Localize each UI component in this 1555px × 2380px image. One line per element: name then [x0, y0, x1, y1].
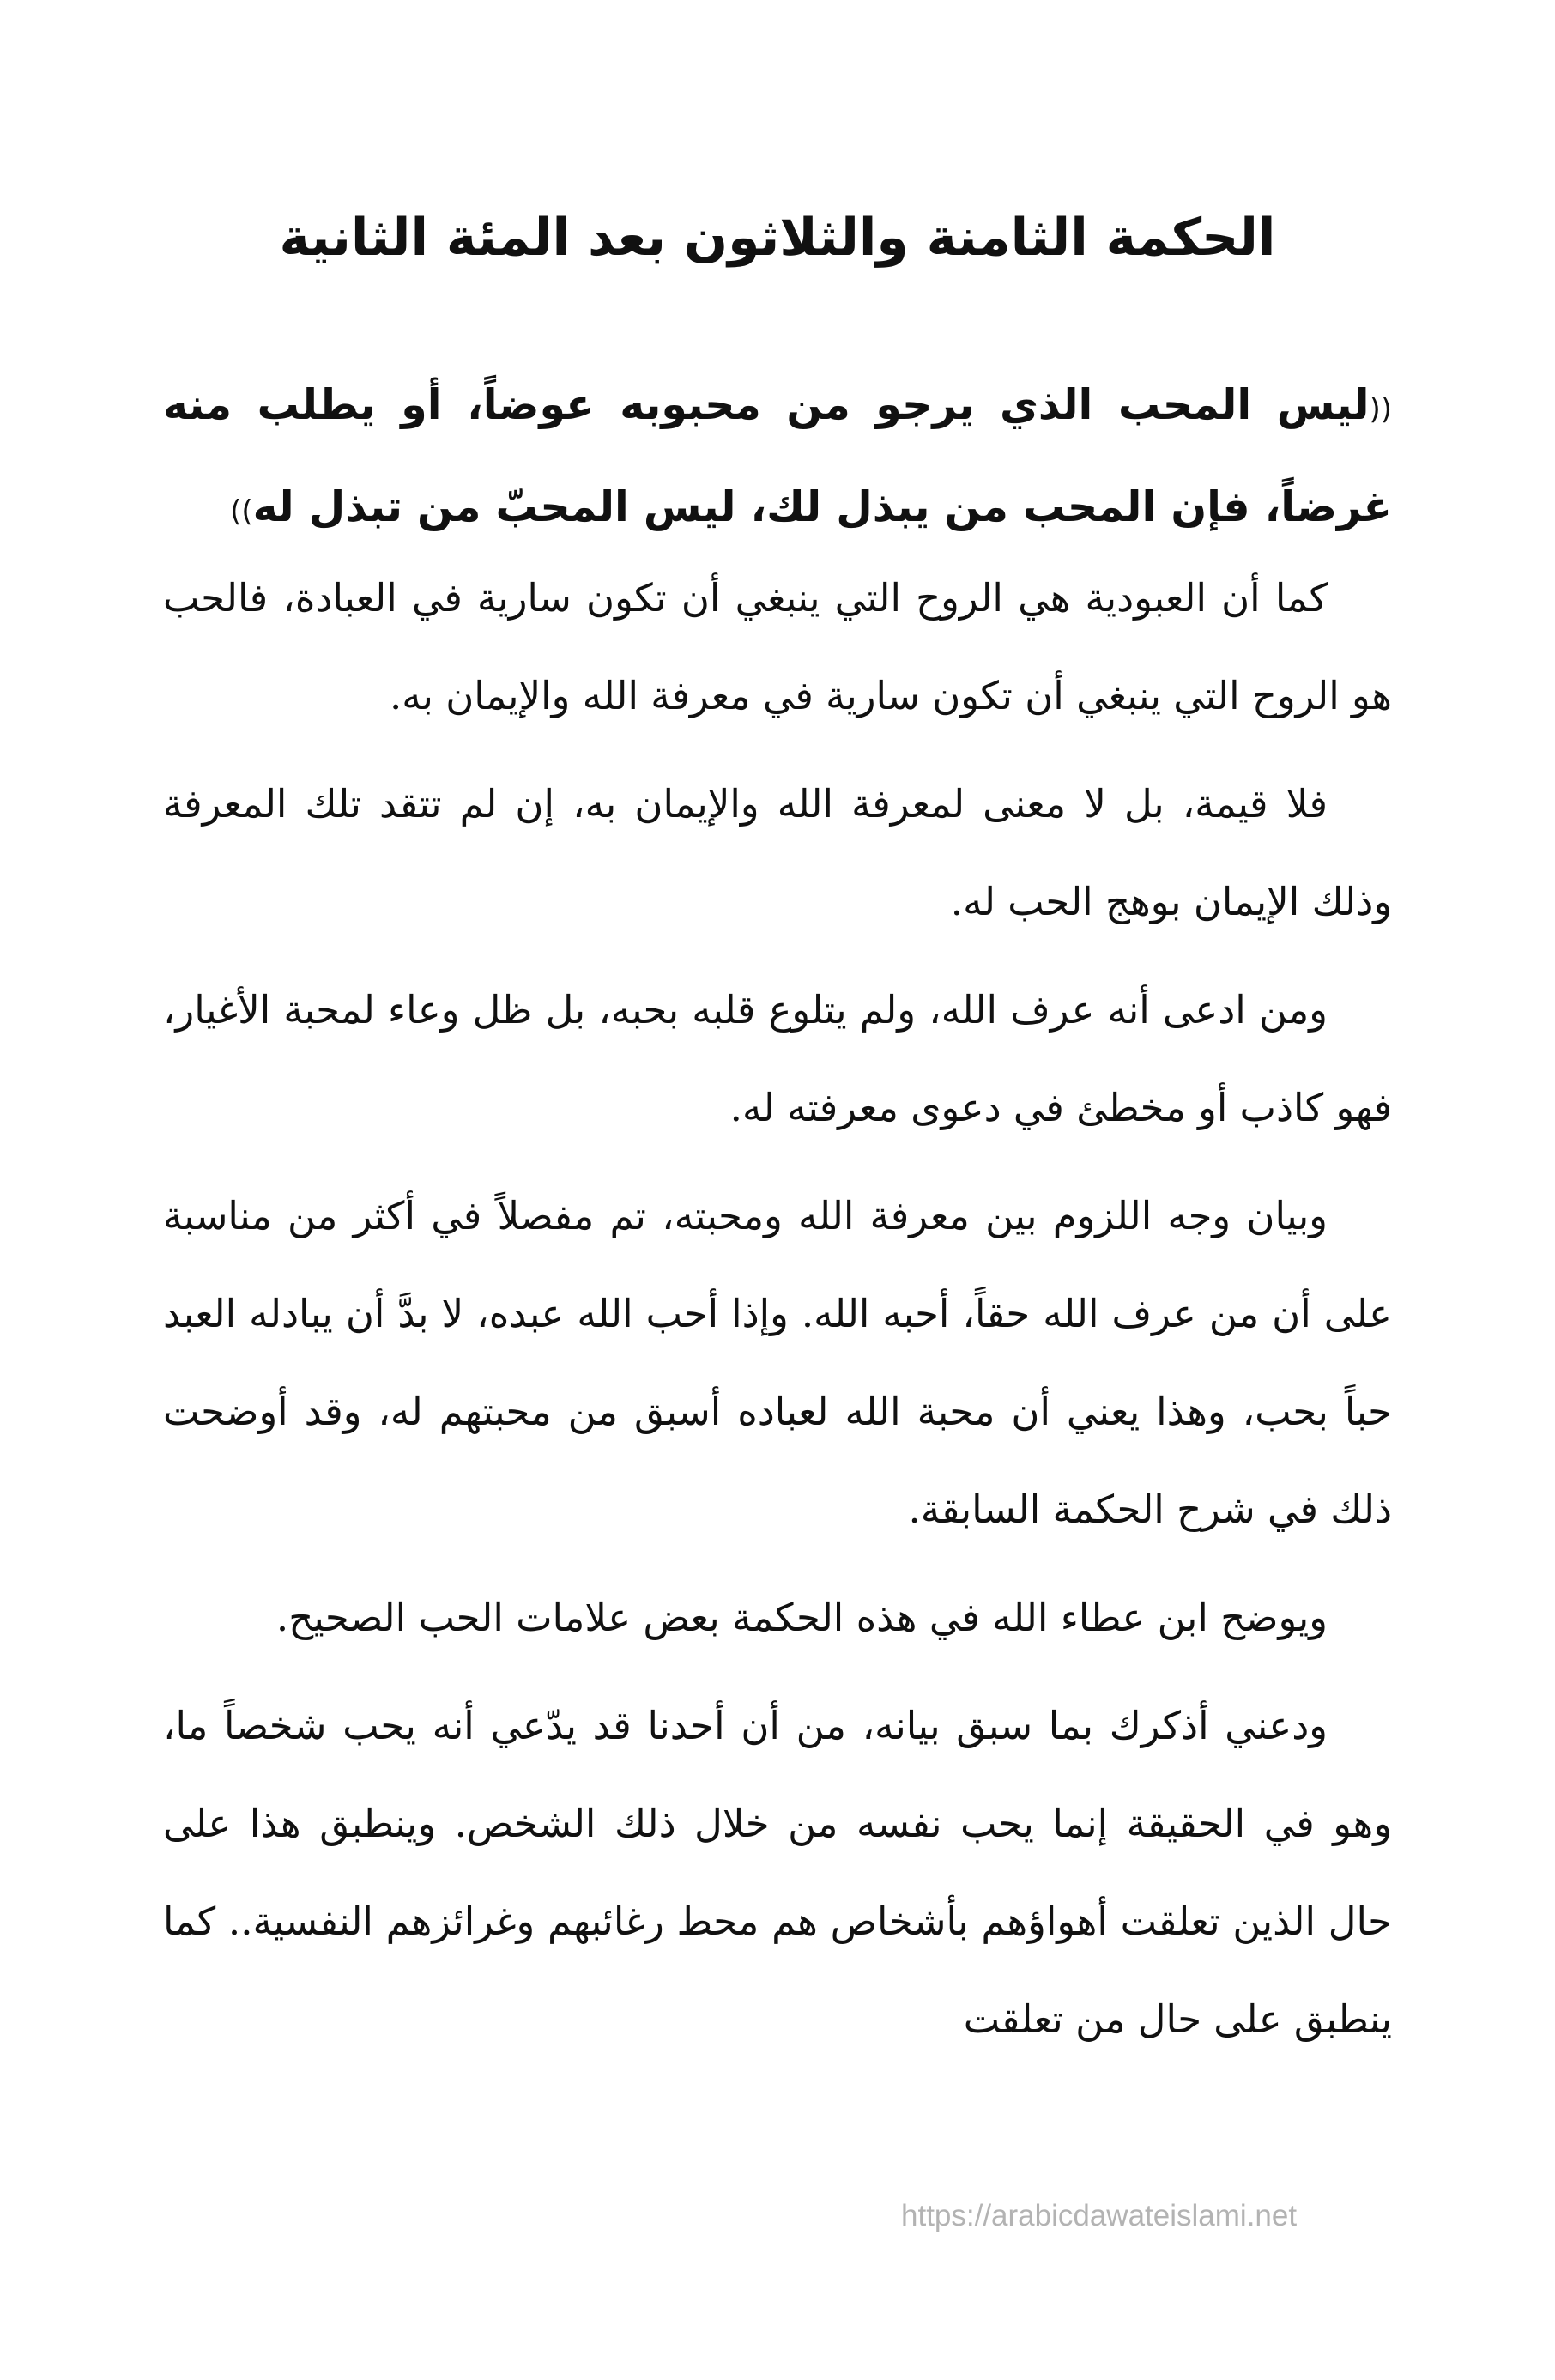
watermark-url: https://arabicdawateislami.net — [901, 2199, 1298, 2232]
quote-text: ليس المحب الذي يرجو من محبوبه عوضاً، أو يطلب منه غرضاً، فإن المحب من يبذل لك، ليس المحبّ من تبذل له — [163, 380, 1392, 531]
quoted-wisdom — [163, 356, 1392, 560]
body-text — [163, 549, 1392, 2079]
quote-open-mark: (( — [1369, 392, 1392, 427]
quote-close-mark: )) — [230, 494, 253, 529]
paragraph-2: فلا قيمة، بل لا معنى لمعرفة الله والإيمان به، إن لم تتقد تلك المعرفة وذلك الإيمان بوهج الحب له. — [163, 781, 1392, 924]
paragraph-6: ودعني أذكرك بما سبق بيانه، من أن أحدنا قد يدّعي أنه يحب شخصاً ما، وهو في الحقيقة إنما يحب نفسه من خلال ذلك الشخص. وينطبق هذا على حال الذين تعلقت أهواؤهم بأشخاص هم محط رغائبهم وغرائزهم النفسية.. كما ينطبق على حال من تعلقت — [163, 1703, 1392, 2042]
page-title: الحكمة الثامنة والثلاثون بعد المئة الثانية — [279, 208, 1276, 268]
paragraph-3: ومن ادعى أنه عرف الله، ولم يتلوع قلبه بحبه، بل ظل وعاء لمحبة الأغيار، فهو كاذب أو مخطئ في دعوى معرفته له. — [163, 987, 1392, 1130]
paragraph-4: وبيان وجه اللزوم بين معرفة الله ومحبته، تم مفصلاً في أكثر من مناسبة على أن من عرف الله حقاً، أحبه الله. وإذا أحب الله عبده، لا بدَّ أن يبادله العبد حباً بحب، وهذا يعني أن محبة الله لعباده أسبق من محبتهم له، وقد أوضحت ذلك في شرح الحكمة السابقة. — [163, 1193, 1392, 1532]
paragraph-5: ويوضح ابن عطاء الله في هذه الحكمة بعض علامات الحب الصحيح. — [275, 1595, 1328, 1640]
paragraph-1: كما أن العبودية هي الروح التي ينبغي أن تكون سارية في العبادة، فالحب هو الروح التي ينبغي أن تكون سارية في معرفة الله والإيمان به. — [163, 575, 1392, 718]
